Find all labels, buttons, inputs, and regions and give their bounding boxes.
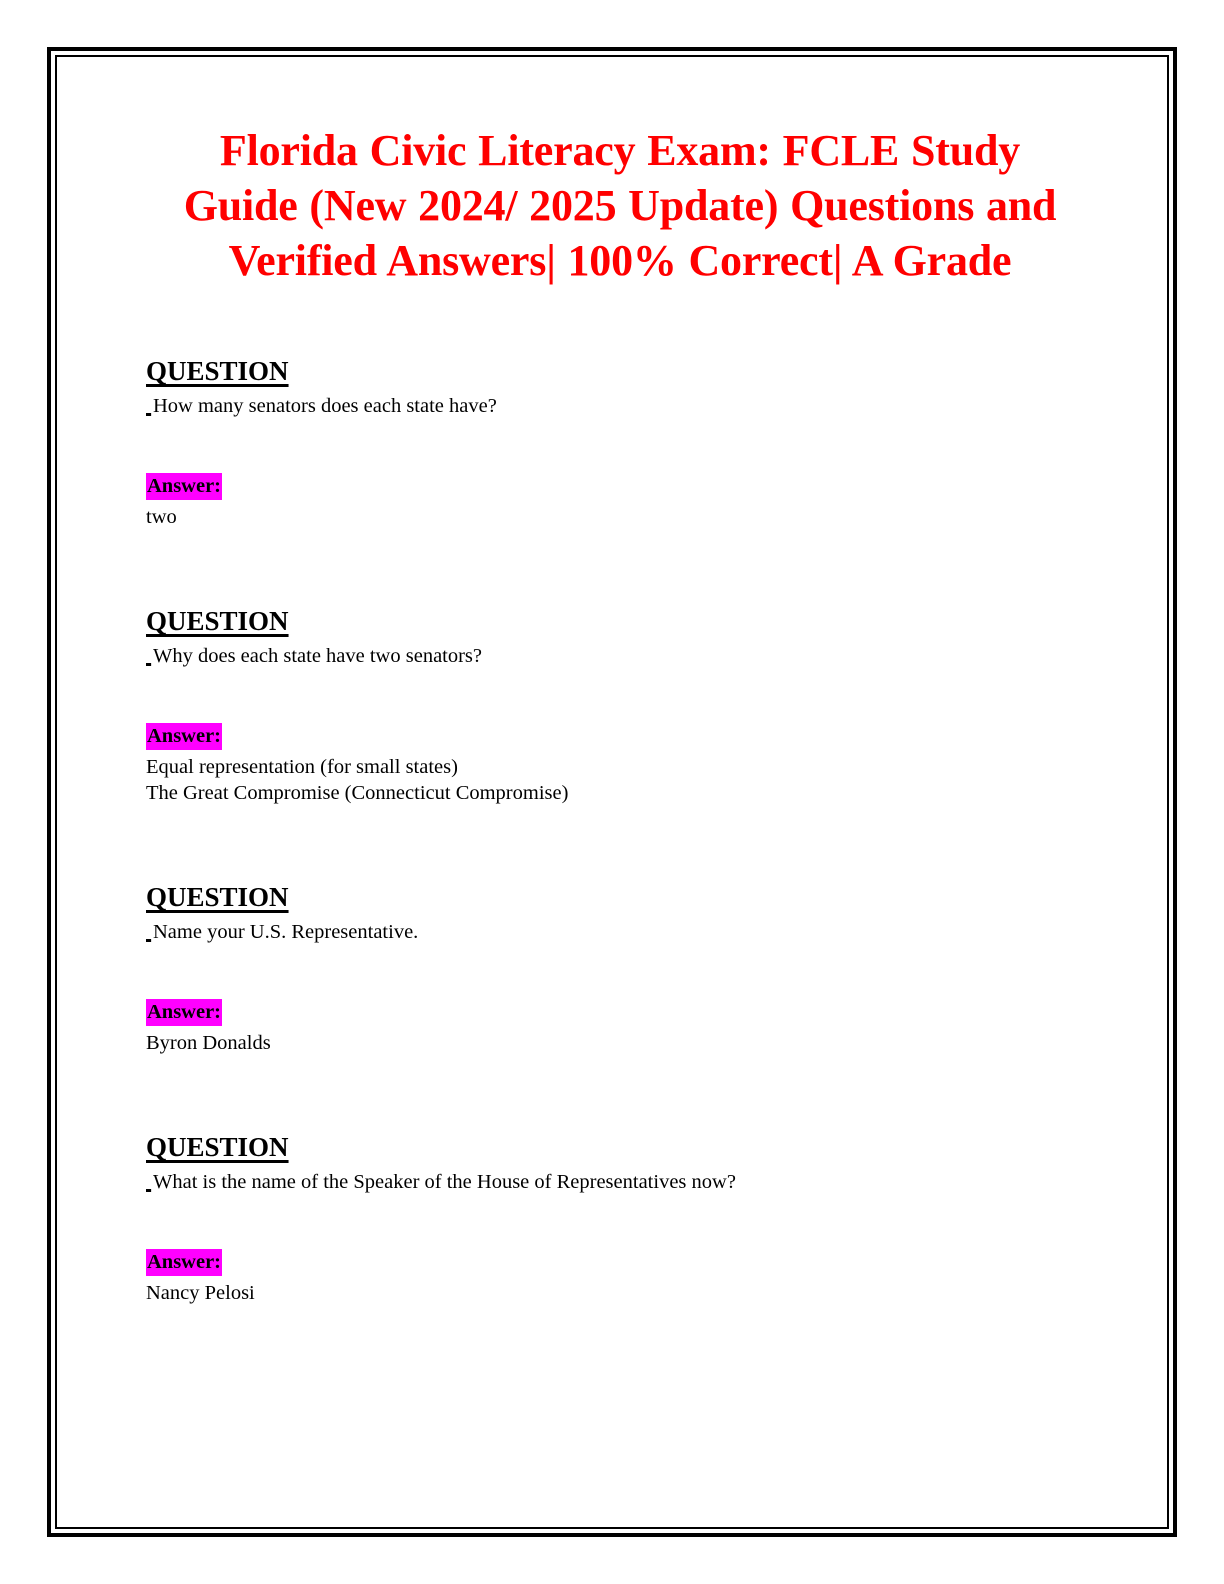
answer-text [146, 504, 1086, 530]
qa-block [146, 882, 1086, 1056]
page-border-outer [47, 47, 1177, 1537]
question-heading: QUESTION [146, 882, 289, 912]
qa-block [146, 606, 1086, 806]
leading-dash-mark [146, 1169, 153, 1195]
question-text-row [146, 1169, 1086, 1195]
question-text-row [146, 643, 1086, 669]
answer-text [146, 754, 1086, 806]
question-text: Name your U.S. Representative. [153, 921, 419, 943]
leading-dash-mark [146, 919, 153, 945]
answer-text [146, 1030, 1086, 1056]
answer-heading: Answer: [146, 473, 222, 500]
answer-line: The Great Compromise (Connecticut Compromise) [146, 782, 569, 804]
question-heading: QUESTION [146, 1132, 289, 1162]
answer-line: Nancy Pelosi [146, 1282, 255, 1304]
question-text-row [146, 393, 1086, 419]
answer-heading: Answer: [146, 1249, 222, 1276]
question-text-row [146, 919, 1086, 945]
leading-dash-mark [146, 643, 153, 669]
answer-heading: Answer: [146, 999, 222, 1026]
leading-dash-mark [146, 393, 153, 419]
document-title: Florida Civic Literacy Exam: FCLE Study Guide (New 2024/ 2025 Update) Questions and Verified Answers| 100% Correct| A Grade [183, 126, 1057, 285]
answer-line: two [146, 506, 177, 528]
question-text: What is the name of the Speaker of the House of Representatives now? [153, 1171, 736, 1193]
qa-list [146, 356, 1086, 1306]
question-heading: QUESTION [146, 606, 289, 636]
qa-block [146, 1132, 1086, 1306]
qa-block [146, 356, 1086, 530]
answer-line: Equal representation (for small states) [146, 756, 458, 778]
document-body [146, 123, 1086, 1306]
answer-text [146, 1280, 1086, 1306]
question-text: Why does each state have two senators? [153, 645, 483, 667]
answer-line: Byron Donalds [146, 1032, 271, 1054]
question-heading: QUESTION [146, 356, 289, 386]
answer-heading: Answer: [146, 723, 222, 750]
question-text: How many senators does each state have? [153, 395, 497, 417]
